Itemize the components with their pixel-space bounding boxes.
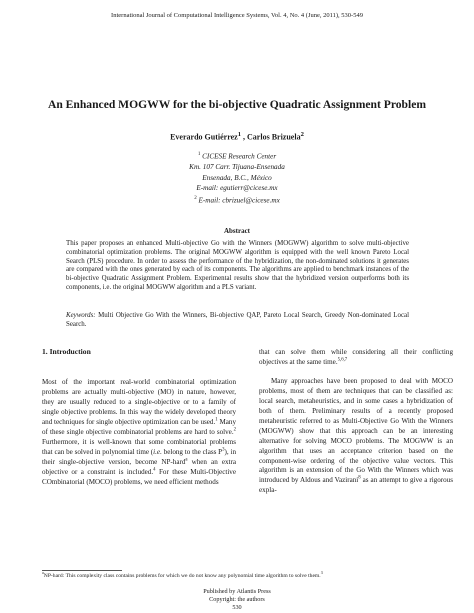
citation-mark: 5,6,7 (337, 357, 348, 363)
keywords (66, 312, 409, 330)
citation-mark: 8 (358, 476, 361, 482)
affil-mark-2: 2 (194, 195, 197, 201)
citation-mark: 4 (153, 467, 156, 473)
text-run: Many of these single objective combinatorial problems are hard to solve. (42, 417, 236, 436)
affil-email-1: E-mail: egutierr@cicese.mx (196, 184, 278, 193)
affil-line-3: Ensenada, B.C., México (202, 173, 272, 182)
citation-mark: 1 (215, 417, 218, 423)
author-separator: , (241, 132, 248, 142)
intro-paragraph-2 (259, 377, 453, 496)
footnote-rule (42, 570, 122, 571)
text-run: as an attempt to give a rigorous expla- (259, 476, 453, 495)
abstract-text: This paper proposes an enhanced Multi-objective Go with the Winners (MOGWW) algorithm to solve multi-objective combinatorial optimization problems. The original MOGWW algorithm is equipped with the well known Pareto Local Search (PLS) procedure. In order to assess the performance of the hybridization, the non-dominated solutions it generates are compared with the ones generated by each of its components. The algorithms are applied to benchmark instances of the bi-objective Quadratic Assignment Problem. Experimental results show that the hybridized version outperforms both its components, i.e. the original MOGWW algorithm and a PLS variant. (66, 240, 409, 291)
page-number: 530 (232, 604, 242, 611)
affiliations (0, 150, 474, 206)
footnote-text: NP-hard: This complexity class contains problems for which we do not know any polynomial time algorithm to solve them. (43, 573, 321, 579)
right-column (259, 348, 453, 496)
intro-paragraph-1 (42, 378, 236, 487)
author-1-affil-mark: 1 (237, 131, 242, 138)
affil-line-5 (0, 194, 474, 206)
text-run: For these Multi-Objective COmbinatorial (MOCO) problems, we need efficient methods (42, 467, 236, 486)
footnote-mark: a (185, 457, 188, 463)
section-heading-introduction: 1. Introduction (42, 347, 91, 356)
affil-mark-1: 1 (197, 152, 201, 157)
author-2-affil-mark: 2 (300, 131, 304, 138)
footnote (42, 570, 442, 580)
footer-publisher: Published by Atlantis Press (203, 588, 271, 595)
affil-email-2: E-mail: cbrizuel@cicese.mx (198, 196, 280, 205)
footnote-label: a (42, 570, 44, 576)
abstract-heading: Abstract (223, 227, 251, 235)
keywords-text: Multi Objective Go With the Winners, Bi-objective QAP, Pareto Local Search, Greedy Non-dominated Local Search. (66, 312, 409, 328)
text-run: Most of the important real-world combinatorial optimization problems are actually multi-objective (MO) in nature, however, they are usually reduced to a single-objective or to a family of single objective problems. In this way the widely developed theory and techniques for single objective optimization can be used. (42, 378, 236, 426)
text-run: ), in their single-objective version, become NP-hard (42, 447, 236, 466)
paper-title: An Enhanced MOGWW for the bi-objective Quadratic Assignment Problem (47, 98, 427, 111)
text-run: that can solve them while considering all their conflicting objectives at the same time. (259, 348, 453, 366)
author-2-name: Carlos Brizuela (247, 132, 301, 142)
keywords-label: Keywords: (66, 312, 96, 319)
affil-line-2: Km. 107 Carr. Tijuana-Ensenada (189, 162, 285, 171)
page-footer (0, 588, 474, 612)
text-run: Many approaches have been proposed to deal with MOCO problems, most of them are techniques that can be classified as: local search, metaheuristics, and in some cases a hybridization of both of them. Preliminary results of a recently proposed metaheuristic referred to as Multi-Objective Go With the Winners (MOGWW) show that this approach can be an interesting alternative for solving MOCO problems. The MOGWW is an algorithm that uses an acceptance criterion based on the component-wise ordering of the objective value vectors. This algorithm is an extension of the Go With the Winners which was introduced by Aldous and Vazirani (259, 376, 453, 485)
text-run-italic: i.e. (153, 447, 162, 456)
citation-mark: 3 (320, 570, 323, 576)
intro-paragraph-1-cont (259, 348, 453, 368)
affil-line-1 (0, 150, 474, 162)
citation-mark: 3 (222, 447, 225, 453)
citation-mark: 2 (233, 427, 236, 433)
author-1-name: Everardo Gutiérrez (170, 132, 238, 142)
running-head: International Journal of Computational Intelligence Systems, Vol. 4, No. 4 (June, 2011), 530-549 (111, 12, 363, 19)
text-run: belong to the class P (161, 447, 223, 456)
footer-copyright: Copyright: the authors (209, 596, 265, 603)
text-run: when an extra objective or a constraint is included. (42, 457, 236, 476)
affil-institution: CICESE Research Center (202, 152, 277, 161)
left-column (42, 378, 236, 487)
author-line (0, 131, 474, 142)
text-run: Furthermore, it is well-known that some combinatorial problems that can be solved in polynomial time ( (42, 437, 236, 456)
